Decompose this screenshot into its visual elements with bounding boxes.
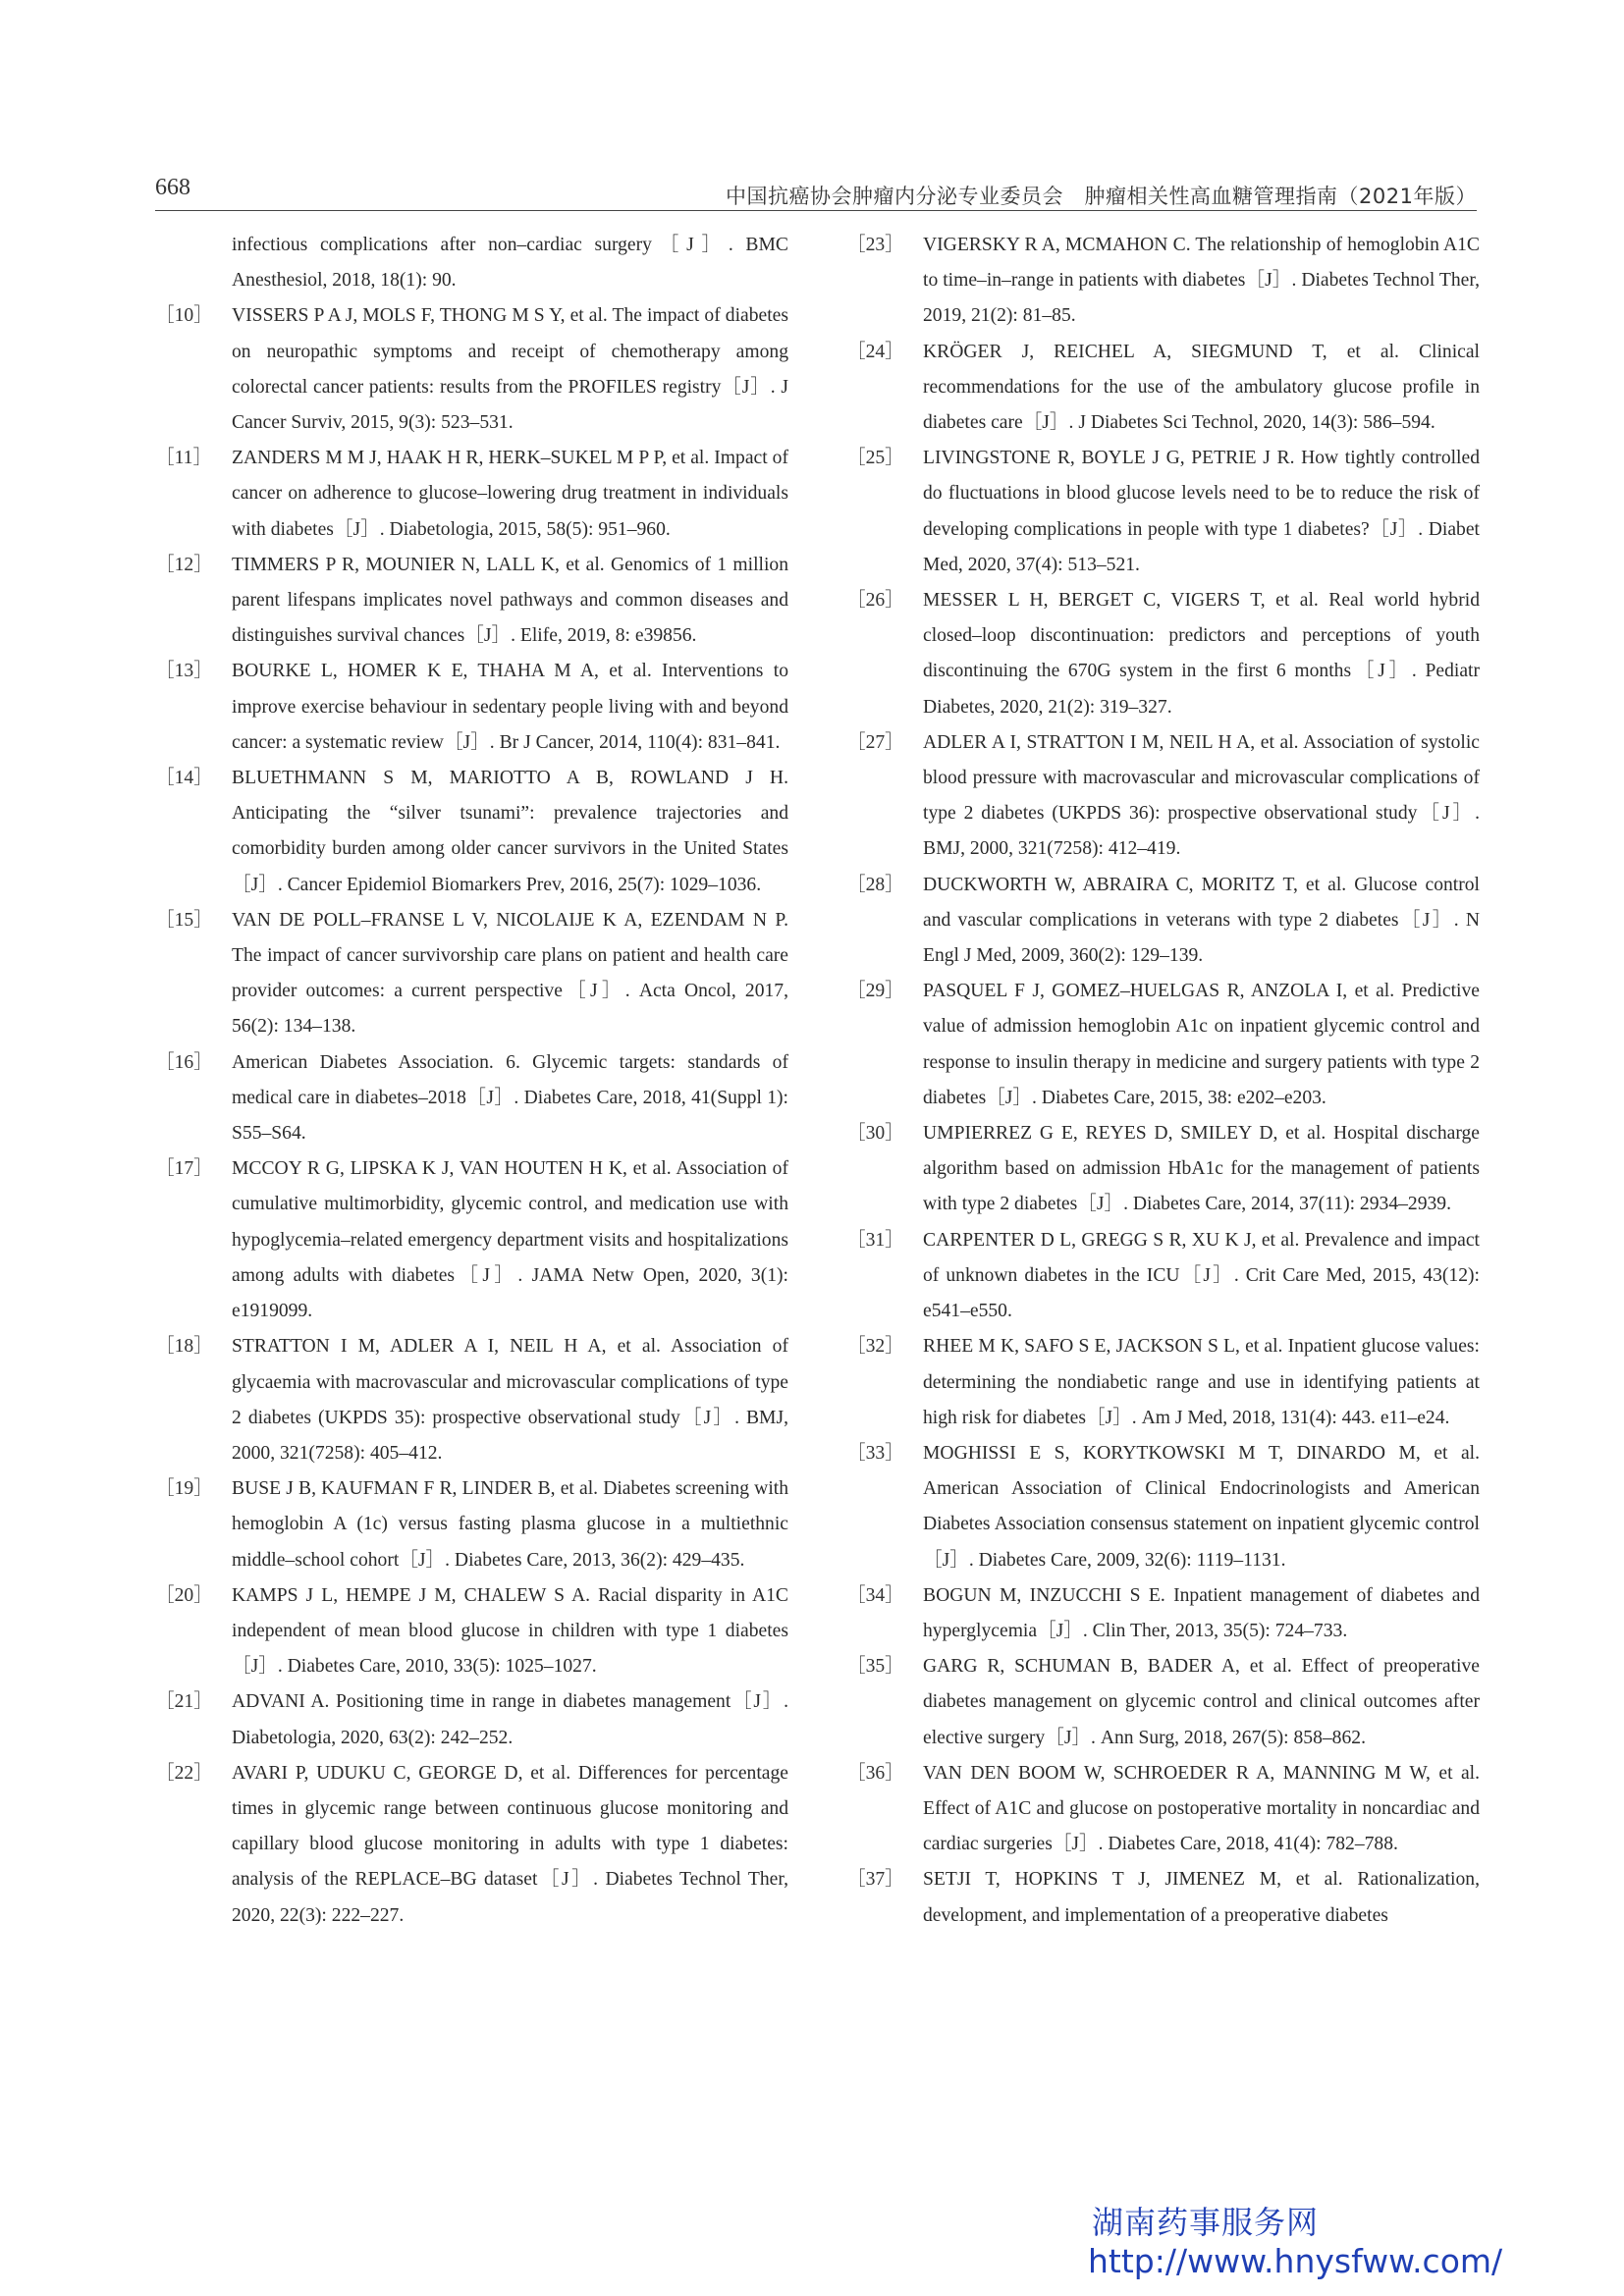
reference-number: ［31］ bbox=[846, 1229, 904, 1251]
reference-number: ［16］ bbox=[155, 1051, 213, 1073]
reference-text: AVARI P, UDUKU C, GEORGE D, et al. Differences for percentage times in glycemic range between continuous glucose monitoring and capillary blood glucose monitoring in adults with type 1 diabetes: analysis of the REPLACE–BG dataset［J］. Diabetes Technol Ther, 2020, 22(3): 222–227. bbox=[232, 1762, 788, 1926]
reference-item bbox=[846, 725, 1480, 868]
reference-item bbox=[155, 228, 788, 298]
reference-text: ADLER A I, STRATTON I M, NEIL H A, et al. Association of systolic blood pressure with macrovascular and microvascular complications of type 2 diabetes (UKPDS 36): prospective observational study［J］. BMJ, 2000, 321(7258): 412–419. bbox=[923, 731, 1480, 860]
reference-number: ［19］ bbox=[155, 1478, 213, 1500]
reference-text: KRÖGER J, REICHEL A, SIEGMUND T, et al. Clinical recommendations for the use of the ambulatory glucose profile in diabetes care［J］. J Diabetes Sci Technol, 2020, 14(3): 586–594. bbox=[923, 341, 1480, 434]
reference-text: ZANDERS M M J, HAAK H R, HERK–SUKEL M P P, et al. Impact of cancer on adherence to glucose–lowering drug treatment in individuals with diabetes［J］. Diabetologia, 2015, 58(5): 951–960. bbox=[232, 448, 788, 540]
reference-item bbox=[155, 298, 788, 441]
reference-item bbox=[155, 441, 788, 548]
reference-text: STRATTON I M, ADLER A I, NEIL H A, et al. Association of glycaemia with macrovascular and microvascular complications of type 2 diabetes (UKPDS 35): prospective observational study［J］. BMJ, 2000, 321(7258): 405–412. bbox=[232, 1336, 788, 1464]
running-header: 中国抗癌协会肿瘤内分泌专业委员会 肿瘤相关性高血糖管理指南（2021年版） bbox=[726, 185, 1477, 208]
reference-text: VISSERS P A J, MOLS F, THONG M S Y, et al. The impact of diabetes on neuropathic symptoms and receipt of chemotherapy among colorectal cancer patients: results from the PROFILES registry［J］. J Cancer Surviv, 2015, 9(3): 523–531. bbox=[232, 305, 788, 434]
site-watermark bbox=[1088, 2203, 1502, 2281]
reference-text: American Diabetes Association. 6. Glycemic targets: standards of medical care in diabetes–2018［J］. Diabetes Care, 2018, 41(Suppl 1): S55–S64. bbox=[232, 1051, 788, 1145]
reference-item bbox=[846, 1756, 1480, 1863]
reference-text: MESSER L H, BERGET C, VIGERS T, et al. Real world hybrid closed–loop discontinuation: predictors and perceptions of youth discontinuing the 670G system in the first 6 months［J］. Pediatr Diabetes, 2020, 21(2): 319–327. bbox=[923, 590, 1480, 718]
reference-item bbox=[846, 1223, 1480, 1330]
reference-number: ［10］ bbox=[155, 305, 213, 327]
reference-number: ［36］ bbox=[846, 1762, 904, 1784]
reference-item bbox=[846, 1116, 1480, 1223]
reference-item bbox=[846, 1862, 1480, 1933]
reference-number: ［32］ bbox=[846, 1336, 904, 1358]
reference-text: LIVINGSTONE R, BOYLE J G, PETRIE J R. How tightly controlled do fluctuations in blood glucose levels need to be to reduce the risk of developing complications in people with type 1 diabetes?［J］. Diabet Med, 2020, 37(4): 513–521. bbox=[923, 448, 1480, 575]
reference-item bbox=[846, 974, 1480, 1116]
reference-text: BUSE J B, KAUFMAN F R, LINDER B, et al. Diabetes screening with hemoglobin A (1c) versus fasting plasma glucose in a multiethnic middle–school cohort［J］. Diabetes Care, 2013, 36(2): 429–435. bbox=[232, 1478, 788, 1571]
reference-number: ［30］ bbox=[846, 1123, 904, 1145]
reference-text: SETJI T, HOPKINS T J, JIMENEZ M, et al. Rationalization, development, and implementation of a preoperative diabetes bbox=[923, 1869, 1480, 1926]
reference-text: VAN DE POLL–FRANSE L V, NICOLAIJE K A, EZENDAM N P. The impact of cancer survivorship care plans on patient and health care provider outcomes: a current perspective［J］. Acta Oncol, 2017, 56(2): 134–138. bbox=[232, 909, 788, 1038]
reference-number: ［25］ bbox=[846, 448, 904, 469]
reference-item bbox=[155, 1045, 788, 1152]
header-rule bbox=[155, 210, 1477, 211]
reference-number: ［22］ bbox=[155, 1762, 213, 1784]
reference-text: BOURKE L, HOMER K E, THAHA M A, et al. Interventions to improve exercise behaviour in sedentary people living with and beyond cancer: a systematic review［J］. Br J Cancer, 2014, 110(4): 831–841. bbox=[232, 661, 788, 753]
reference-text: GARG R, SCHUMAN B, BADER A, et al. Effect of preoperative diabetes management on glycemic control and clinical outcomes after elective surgery［J］. Ann Surg, 2018, 267(5): 858–862. bbox=[923, 1656, 1480, 1748]
references-right-column bbox=[846, 228, 1480, 1934]
reference-item bbox=[155, 761, 788, 903]
reference-number: ［11］ bbox=[155, 448, 213, 469]
reference-text: RHEE M K, SAFO S E, JACKSON S L, et al. Inpatient glucose values: determining the nondiabetic range and use in identifying patients at high risk for diabetes［J］. Am J Med, 2018, 131(4): 443. e11–e24. bbox=[923, 1336, 1480, 1428]
watermark-url[interactable]: http://www.hnysfww.com/ bbox=[1088, 2242, 1503, 2280]
reference-number: ［35］ bbox=[846, 1656, 904, 1678]
reference-number: ［12］ bbox=[155, 554, 213, 575]
reference-item bbox=[155, 548, 788, 655]
reference-item bbox=[155, 903, 788, 1045]
reference-text: BLUETHMANN S M, MARIOTTO A B, ROWLAND J H. Anticipating the “silver tsunami”: prevalence trajectories and comorbidity burden among older cancer survivors in the United States［J］. Cancer Epidemiol Biomarkers Prev, 2016, 25(7): 1029–1036. bbox=[232, 768, 788, 895]
watermark-title: 湖南药事服务网 bbox=[1092, 2204, 1320, 2241]
page-number: 668 bbox=[155, 175, 190, 200]
reference-item bbox=[846, 228, 1480, 335]
reference-item bbox=[155, 1684, 788, 1755]
reference-item bbox=[155, 1578, 788, 1685]
reference-item bbox=[846, 868, 1480, 975]
reference-text: UMPIERREZ G E, REYES D, SMILEY D, et al. Hospital discharge algorithm based on admission HbA1c for the management of patients with type 2 diabetes［J］. Diabetes Care, 2014, 37(11): 2934–2939. bbox=[923, 1123, 1480, 1215]
reference-item bbox=[846, 335, 1480, 442]
reference-item bbox=[155, 654, 788, 761]
reference-item bbox=[155, 1151, 788, 1329]
reference-item bbox=[846, 1578, 1480, 1649]
reference-number: ［28］ bbox=[846, 874, 904, 895]
reference-number: ［15］ bbox=[155, 909, 213, 931]
reference-item bbox=[846, 1329, 1480, 1436]
reference-text: VIGERSKY R A, MCMAHON C. The relationship of hemoglobin A1C to time–in–range in patients with diabetes［J］. Diabetes Technol Ther, 2019, 21(2): 81–85. bbox=[923, 235, 1480, 327]
reference-number: ［18］ bbox=[155, 1336, 213, 1358]
reference-text: MOGHISSI E S, KORYTKOWSKI M T, DINARDO M, et al. American Association of Clinical Endocrinologists and American Diabetes Association consensus statement on inpatient glycemic control［J］. Diabetes Care, 2009, 32(6): 1119–1131. bbox=[923, 1442, 1480, 1571]
reference-item bbox=[155, 1329, 788, 1471]
reference-number: ［14］ bbox=[155, 768, 213, 789]
reference-text: MCCOY R G, LIPSKA K J, VAN HOUTEN H K, et al. Association of cumulative multimorbidity, glycemic control, and medication use with hypoglycemia–related emergency department visits and hospitalizations among adults with diabetes［J］. JAMA Netw Open, 2020, 3(1): e1919099. bbox=[232, 1158, 788, 1322]
reference-number: ［20］ bbox=[155, 1584, 213, 1606]
reference-item bbox=[846, 1436, 1480, 1578]
reference-item bbox=[155, 1471, 788, 1578]
reference-number: ［13］ bbox=[155, 661, 213, 682]
reference-item bbox=[846, 1649, 1480, 1756]
reference-number: ［17］ bbox=[155, 1158, 213, 1180]
reference-number: ［33］ bbox=[846, 1442, 904, 1464]
reference-text: BOGUN M, INZUCCHI S E. Inpatient management of diabetes and hyperglycemia［J］. Clin Ther, 2013, 35(5): 724–733. bbox=[923, 1584, 1480, 1641]
reference-text: infectious complications after non–cardiac surgery［J］. BMC Anesthesiol, 2018, 18(1): 90. bbox=[232, 235, 788, 292]
reference-number: ［29］ bbox=[846, 981, 904, 1002]
reference-number: ［26］ bbox=[846, 590, 904, 612]
reference-item bbox=[846, 583, 1480, 725]
reference-text: CARPENTER D L, GREGG S R, XU K J, et al. Prevalence and impact of unknown diabetes in the ICU［J］. Crit Care Med, 2015, 43(12): e541–e550. bbox=[923, 1229, 1480, 1322]
reference-text: KAMPS J L, HEMPE J M, CHALEW S A. Racial disparity in A1C independent of mean blood glucose in children with type 1 diabetes［J］. Diabetes Care, 2010, 33(5): 1025–1027. bbox=[232, 1584, 788, 1678]
reference-number: ［23］ bbox=[846, 235, 904, 255]
reference-number: ［34］ bbox=[846, 1584, 904, 1606]
references-left-column bbox=[155, 228, 788, 1934]
reference-number: ［37］ bbox=[846, 1869, 904, 1891]
reference-number: ［21］ bbox=[155, 1691, 213, 1713]
reference-text: ADVANI A. Positioning time in range in diabetes management［J］. Diabetologia, 2020, 63(2): 242–252. bbox=[232, 1691, 788, 1748]
reference-text: TIMMERS P R, MOUNIER N, LALL K, et al. Genomics of 1 million parent lifespans implicates novel pathways and common diseases and distinguishes survival chances［J］. Elife, 2019, 8: e39856. bbox=[232, 554, 788, 647]
reference-text: VAN DEN BOOM W, SCHROEDER R A, MANNING M W, et al. Effect of A1C and glucose on postoperative mortality in noncardiac and cardiac surgeries［J］. Diabetes Care, 2018, 41(4): 782–788. bbox=[923, 1762, 1480, 1855]
reference-number: ［24］ bbox=[846, 341, 904, 362]
reference-item bbox=[155, 1756, 788, 1934]
reference-text: DUCKWORTH W, ABRAIRA C, MORITZ T, et al. Glucose control and vascular complications in veterans with type 2 diabetes［J］. N Engl J Med, 2009, 360(2): 129–139. bbox=[923, 874, 1480, 967]
reference-item bbox=[846, 441, 1480, 583]
reference-text: PASQUEL F J, GOMEZ–HUELGAS R, ANZOLA I, et al. Predictive value of admission hemoglobin A1c on inpatient glycemic control and response to insulin therapy in medicine and surgery patients with type 2 diabetes［J］. Diabetes Care, 2015, 38: e202–e203. bbox=[923, 981, 1480, 1108]
reference-number: ［27］ bbox=[846, 731, 904, 753]
